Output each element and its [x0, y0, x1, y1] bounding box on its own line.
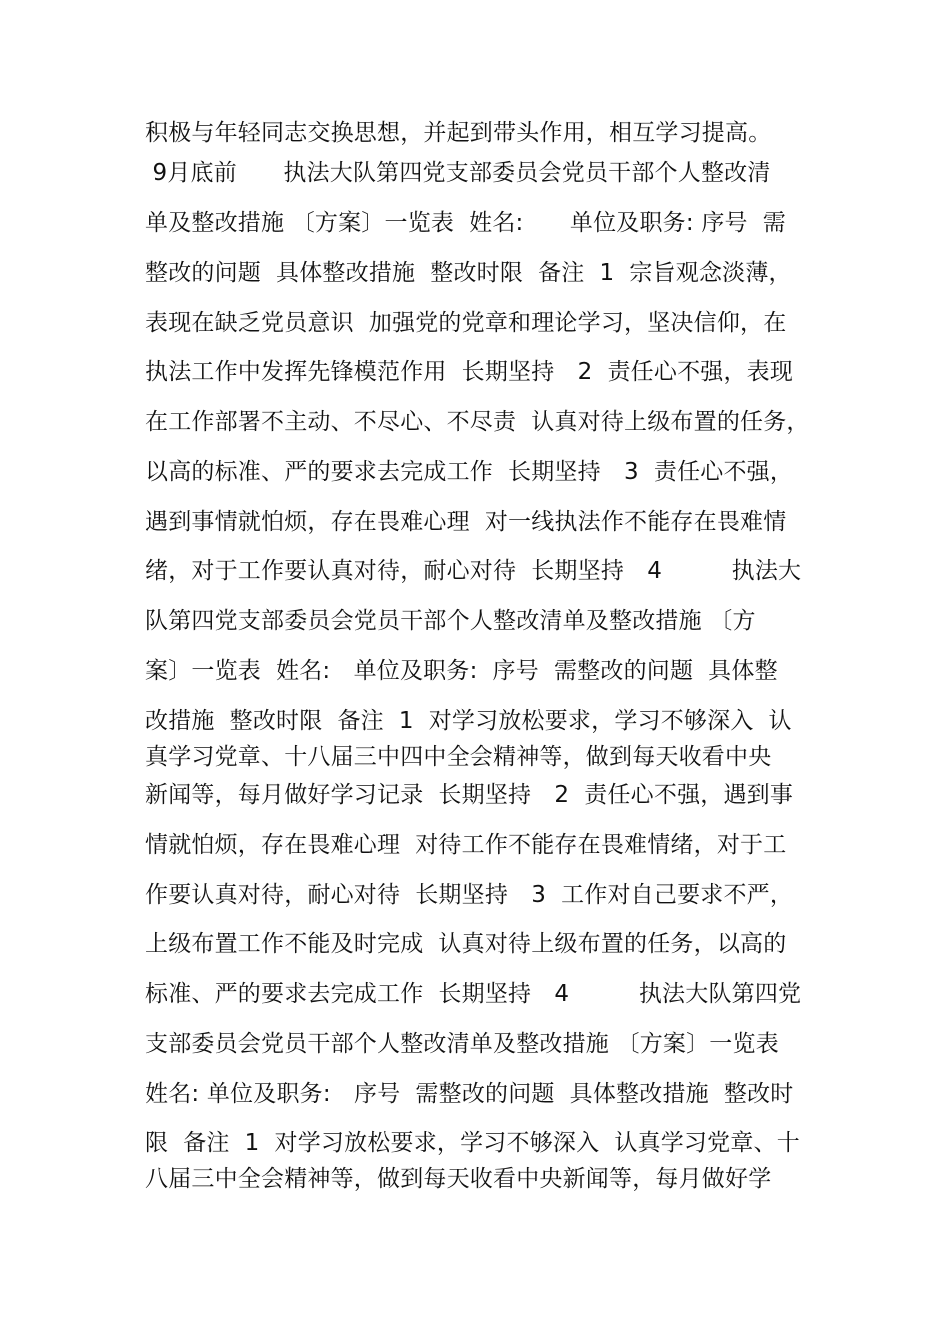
text-line-16: 情就怕烦，存在畏难心理 对待工作不能存在畏难情绪，对于工 [145, 832, 787, 858]
text-line-10: 绪，对于工作要认真对待，耐心对待 长期坚持 4 执法大 [145, 558, 802, 584]
text-line-18: 上级布置工作不能及时完成 认真对待上级布置的任务，以高的 [145, 931, 787, 957]
text-line-22: 限 备注 1 对学习放松要求，学习不够深入 认真学习党章、十 [145, 1130, 800, 1156]
text-line-7: 在工作部署不主动、不尽心、不尽责 认真对待上级布置的任务， [145, 409, 810, 435]
text-line-15: 新闻等，每月做好学习记录 长期坚持 2 责任心不强，遇到事 [145, 782, 794, 808]
text-line-2: 9月底前 执法大队第四党支部委员会党员干部个人整改清 [145, 160, 771, 186]
text-line-14: 真学习党章、十八届三中四中全会精神等，做到每天收看中央 [145, 744, 772, 770]
text-line-6: 执法工作中发挥先锋模范作用 长期坚持 2 责任心不强，表现 [145, 359, 794, 385]
text-line-11: 队第四党支部委员会党员干部个人整改清单及整改措施 〔方 [145, 608, 756, 634]
text-line-4: 整改的问题 具体整改措施 整改时限 备注 1 宗旨观念淡薄， [145, 260, 792, 286]
text-line-17: 作要认真对待，耐心对待 长期坚持 3 工作对自己要求不严， [145, 882, 794, 908]
text-line-1: 积极与年轻同志交换思想，并起到带头作用，相互学习提高。 [145, 120, 772, 146]
text-line-8: 以高的标准、严的要求去完成工作 长期坚持 3 责任心不强， [145, 459, 794, 485]
text-line-13: 改措施 整改时限 备注 1 对学习放松要求，学习不够深入 认 [145, 708, 792, 734]
text-line-21: 姓名: 单位及职务: 序号 需整改的问题 具体整改措施 整改时 [145, 1081, 794, 1107]
text-line-19: 标准、严的要求去完成工作 长期坚持 4 执法大队第四党 [145, 981, 802, 1007]
text-line-23: 八届三中全会精神等，做到每天收看中央新闻等，每月做好学 [145, 1166, 772, 1192]
text-line-12: 案〕一览表 姓名: 单位及职务: 序号 需整改的问题 具体整 [145, 658, 778, 684]
text-line-20: 支部委员会党员干部个人整改清单及整改措施 〔方案〕一览表 [145, 1031, 779, 1057]
text-line-3: 单及整改措施 〔方案〕一览表 姓名: 单位及职务: 序号 需 [145, 210, 786, 236]
text-line-9: 遇到事情就怕烦，存在畏难心理 对一线执法作不能存在畏难情 [145, 509, 787, 535]
text-line-5: 表现在缺乏党员意识 加强党的党章和理论学习，坚决信仰，在 [145, 310, 787, 336]
